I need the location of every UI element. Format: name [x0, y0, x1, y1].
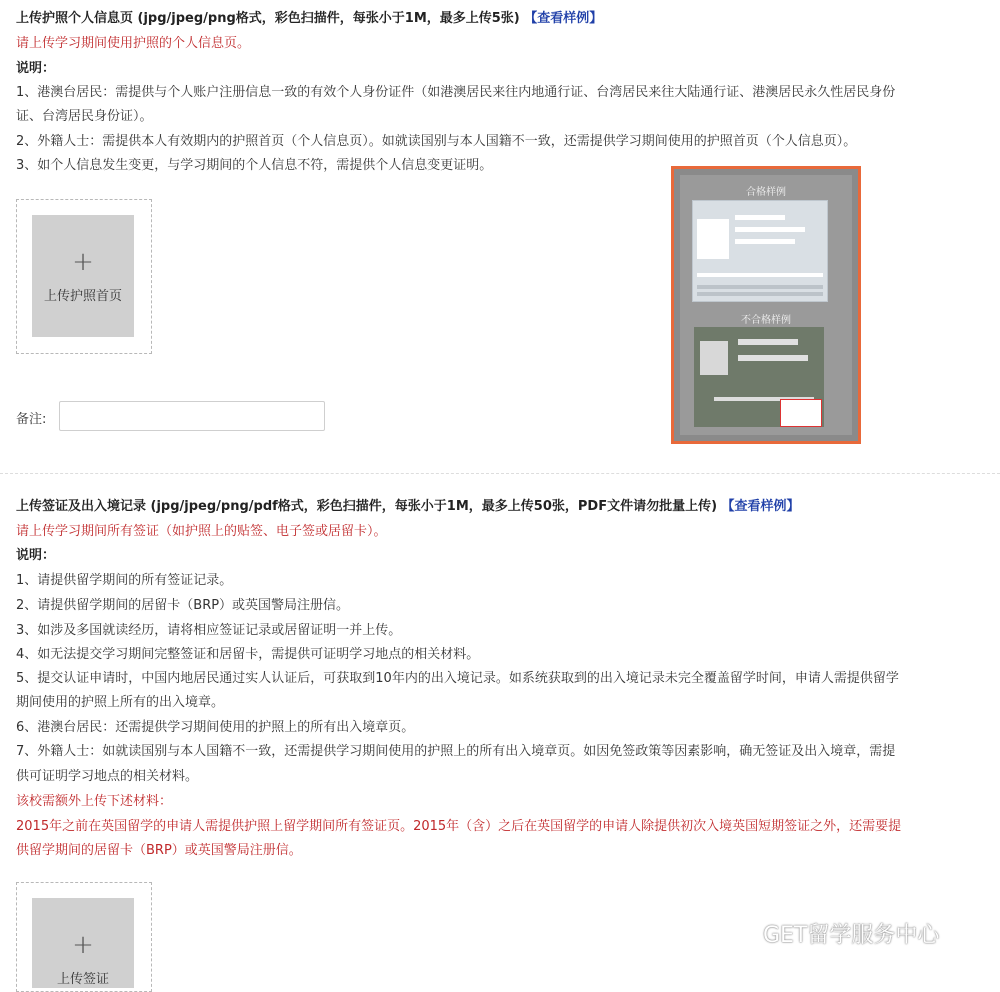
section1-note: 2、外籍人士：需提供本人有效期内的护照首页（个人信息页）。如就读国别与本人国籍不一致，还需提供学习期间使用的护照首页（个人信息页）。 — [16, 134, 857, 149]
sample-photo-placeholder — [697, 219, 729, 259]
sample-background — [680, 175, 852, 435]
section1-requirement: 请上传学习期间使用护照的个人信息页。 — [16, 36, 251, 51]
plus-icon: + — [72, 930, 94, 960]
section2-extra-line: 供留学期间的居留卡（BRP）或英国警局注册信。 — [16, 843, 302, 858]
section2-header — [16, 498, 800, 516]
section2-note: 5、提交认证申请时，中国内地居民通过实人认证后，可获取到10年内的出入境记录。如系统获取到的出入境记录未完全覆盖留学时间，申请人需提供留学 — [16, 671, 899, 686]
section2-note: 2、请提供留学期间的居留卡（BRP）或英国警局注册信。 — [16, 598, 350, 613]
section1-note: 1、港澳台居民：需提供与个人账户注册信息一致的有效个人身份证件（如港澳居民来往内地通行证、台湾居民来往大陆通行证、港澳居民永久性居民身份 — [16, 85, 896, 100]
sample-fail-note-box — [780, 399, 822, 427]
passport-upload-button[interactable] — [32, 215, 134, 337]
section2-title: 上传签证及出入境记录 (jpg/jpeg/png/pdf格式，彩色扫描件，每张小于1M，最多上传50张，PDF文件请勿批量上传) — [16, 499, 718, 514]
section2-note: 4、如无法提交学习期间完整签证和居留卡，需提供可证明学习地点的相关材料。 — [16, 647, 480, 662]
sample-fail-photo — [694, 327, 824, 427]
sample-pass-caption: 合格样例 — [746, 187, 786, 198]
plus-icon: + — [72, 246, 94, 277]
section2-requirement: 请上传学习期间所有签证（如护照上的贴签、电子签或居留卡）。 — [16, 524, 387, 539]
section1-notes-heading: 说明： — [16, 61, 56, 76]
sample-redaction — [735, 215, 785, 220]
sample-mrz-line — [697, 285, 823, 289]
section1-title: 上传护照个人信息页 (jpg/jpeg/png格式，彩色扫描件，每张小于1M，最多上传5张) — [16, 11, 520, 26]
sample-redaction — [700, 341, 728, 375]
section2-sample-link[interactable]: 【查看样例】 — [721, 499, 800, 514]
section1-sample-link[interactable]: 【查看样例】 — [524, 11, 603, 26]
section1-header — [16, 10, 602, 28]
sample-mrz-line — [697, 292, 823, 296]
sample-redaction — [738, 339, 798, 345]
sample-redaction — [697, 273, 823, 277]
section1-note: 3、如个人信息发生变更，与学习期间的个人信息不符，需提供个人信息变更证明。 — [16, 158, 493, 173]
wechat-icon — [726, 923, 763, 948]
section2-notes-heading: 说明： — [16, 548, 56, 563]
section2-note: 期间使用的护照上所有的出入境章。 — [16, 695, 225, 710]
section2-extra-heading: 该校需额外上传下述材料： — [16, 794, 173, 809]
remark-label: 备注: — [16, 412, 47, 427]
section-divider — [0, 473, 1000, 474]
remark-input[interactable] — [59, 401, 325, 431]
sample-redaction — [738, 355, 808, 361]
watermark-text: GET留学服务中心 — [763, 923, 940, 948]
section2-note: 3、如涉及多国就读经历，请将相应签证记录或居留证明一并上传。 — [16, 623, 402, 638]
section2-note: 供可证明学习地点的相关材料。 — [16, 769, 199, 784]
sample-redaction — [735, 239, 795, 244]
section2-note: 7、外籍人士：如就读国别与本人国籍不一致，还需提供学习期间使用的护照上的所有出入境章页。如因免签政策等因素影响，确无签证及出入境章，需提 — [16, 744, 896, 759]
sample-redaction — [735, 227, 805, 232]
passport-sample-image[interactable] — [671, 166, 861, 444]
sample-pass-photo — [692, 200, 828, 302]
section2-extra-line: 2015年之前在英国留学的申请人需提供护照上留学期间所有签证页。2015年（含）之后在英国留学的申请人除提供初次入境英国短期签证之外，还需要提 — [16, 819, 902, 834]
sample-fail-caption: 不合格样例 — [741, 315, 791, 326]
section2-note: 6、港澳台居民：还需提供学习期间使用的护照上的所有出入境章页。 — [16, 720, 415, 735]
visa-upload-label: 上传签证 — [56, 972, 109, 987]
passport-upload-label: 上传护照首页 — [43, 288, 122, 304]
wechat-watermark — [726, 918, 939, 949]
section2-note: 1、请提供留学期间的所有签证记录。 — [16, 573, 233, 588]
section1-note: 证、台湾居民身份证）。 — [16, 109, 153, 124]
